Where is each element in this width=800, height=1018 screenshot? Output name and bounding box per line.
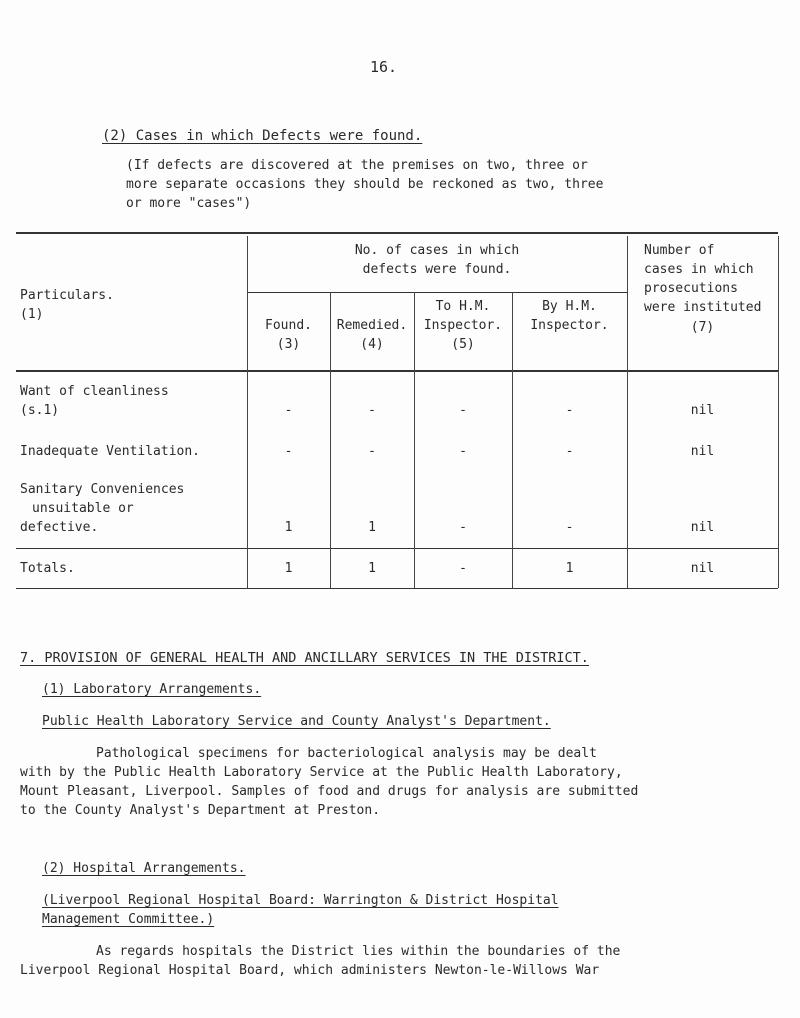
table-bottom-rule [16, 588, 778, 589]
paragraph-line: Pathological specimens for bacteriological analysis may be dealt [96, 746, 597, 761]
header-by-hm: Inspector. [530, 318, 609, 333]
row-label: unsuitable or [32, 501, 134, 516]
col-divider [512, 292, 513, 588]
intro-line: or more "cases") [126, 196, 252, 211]
section-7-heading: 7. PROVISION OF GENERAL HEALTH AND ANCILLARY SERVICES IN THE DISTRICT. [20, 650, 589, 666]
laboratory-heading: (1) Laboratory Arrangements. [42, 682, 262, 697]
laboratory-subtitle: Public Health Laboratory Service and County Analyst's Department. [42, 714, 551, 729]
col-divider [778, 236, 779, 588]
header-remedied: Remedied. [336, 318, 408, 333]
header-prosecutions: were instituted [644, 300, 762, 315]
table-top-rule [16, 232, 778, 234]
paragraph-line: Liverpool Regional Hospital Board, which administers Newton-le-Willows War [20, 963, 600, 978]
row-label: (s.1) [20, 403, 60, 418]
cell-by-hm: - [565, 520, 574, 535]
cell-found: - [284, 403, 293, 418]
page-number: 16. [370, 58, 398, 76]
section-heading: (2) Cases in which Defects were found. [102, 128, 423, 144]
row-label: Inadequate Ventilation. [20, 444, 201, 459]
header-bottom-rule [16, 370, 778, 372]
row-label: defective. [20, 520, 99, 535]
header-prosecutions: Number of [644, 243, 715, 258]
intro-line: (If defects are discovered at the premises on two, three or [126, 158, 588, 173]
header-prosecutions-num: (7) [690, 320, 715, 335]
cell-remedied: - [368, 444, 376, 459]
row-label: Want of cleanliness [20, 384, 169, 399]
cell-to-hm: - [459, 520, 467, 535]
header-prosecutions: cases in which [644, 262, 754, 277]
cell-to-hm: - [459, 403, 467, 418]
header-particulars: Particulars. [20, 288, 114, 303]
hospital-heading: (2) Hospital Arrangements. [42, 861, 246, 876]
hospital-subtitle: (Liverpool Regional Hospital Board: Warrington & District Hospital [42, 893, 559, 908]
header-group: No. of cases in which [354, 243, 520, 258]
paragraph-line: with by the Public Health Laboratory Service at the Public Health Laboratory, [20, 765, 623, 780]
header-to-hm-num: (5) [451, 337, 475, 352]
total-found: 1 [284, 561, 293, 576]
subheader-rule [247, 292, 627, 293]
header-particulars-num: (1) [20, 307, 44, 322]
header-to-hm: To H.M. [435, 299, 491, 314]
cell-by-hm: - [565, 444, 574, 459]
cell-by-hm: - [565, 403, 574, 418]
cell-prosecutions: nil [690, 520, 715, 535]
totals-top-rule [16, 548, 778, 549]
hospital-subtitle: Management Committee.) [42, 912, 215, 927]
totals-label: Totals. [20, 561, 75, 576]
intro-line: more separate occasions they should be reckoned as two, three [126, 177, 604, 192]
paragraph-line: Mount Pleasant, Liverpool. Samples of food and drugs for analysis are submitted [20, 784, 639, 799]
paragraph-line: to the County Analyst's Department at Preston. [20, 803, 381, 818]
cell-found: - [284, 444, 293, 459]
header-found: Found. [265, 318, 312, 333]
cell-prosecutions: nil [690, 444, 715, 459]
cell-remedied: - [368, 403, 376, 418]
header-group: defects were found. [362, 262, 512, 277]
total-remedied: 1 [368, 561, 376, 576]
cell-remedied: 1 [368, 520, 376, 535]
header-remedied-num: (4) [360, 337, 384, 352]
row-label: Sanitary Conveniences [20, 482, 185, 497]
header-found-num: (3) [276, 337, 301, 352]
total-by-hm: 1 [565, 561, 574, 576]
total-to-hm: - [459, 561, 467, 576]
header-to-hm: Inspector. [423, 318, 503, 333]
cell-found: 1 [284, 520, 293, 535]
total-prosecutions: nil [690, 561, 715, 576]
cell-to-hm: - [459, 444, 467, 459]
cell-prosecutions: nil [690, 403, 715, 418]
header-by-hm: By H.M. [542, 299, 597, 314]
header-prosecutions: prosecutions [644, 281, 738, 296]
paragraph-line: As regards hospitals the District lies within the boundaries of the [96, 944, 621, 959]
